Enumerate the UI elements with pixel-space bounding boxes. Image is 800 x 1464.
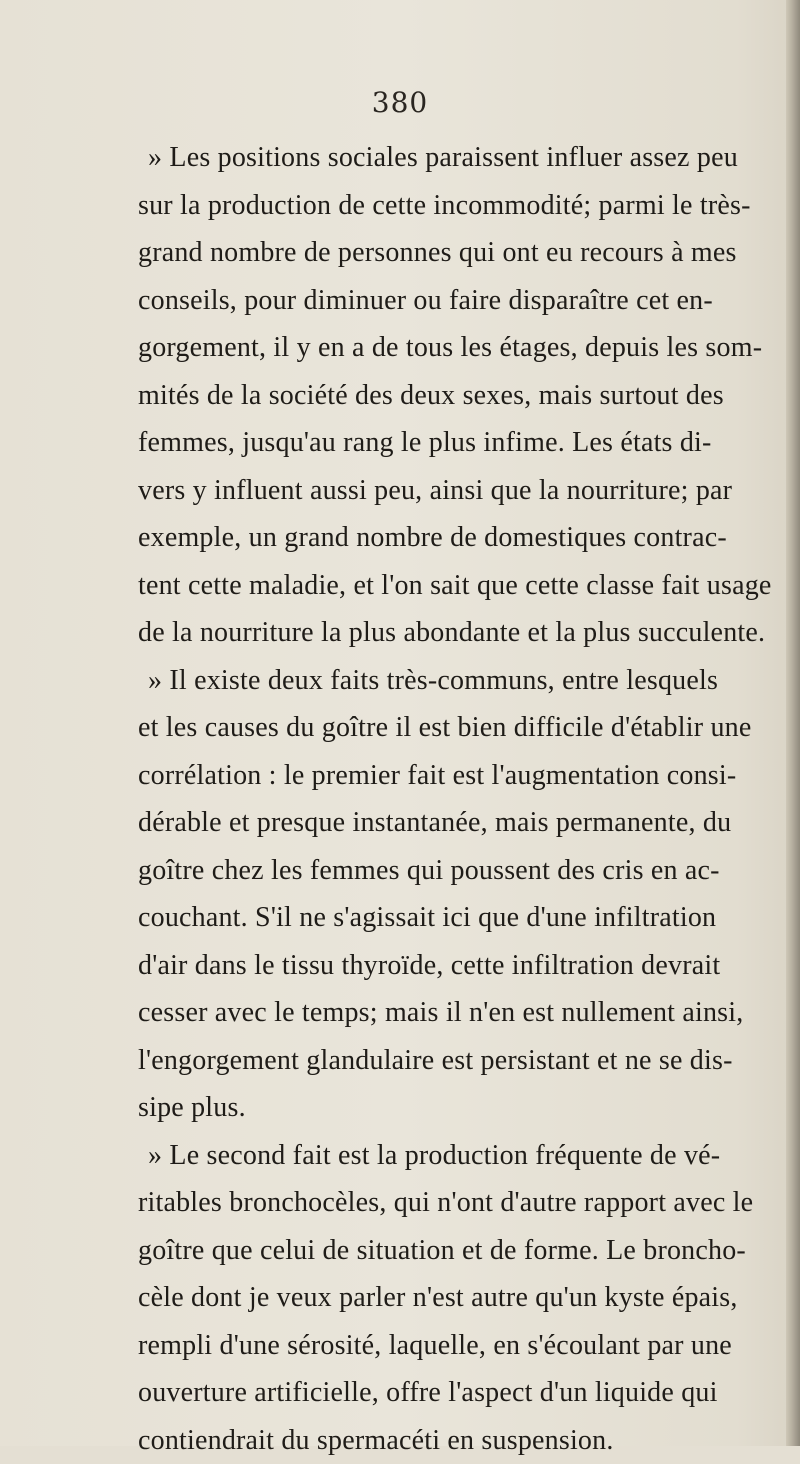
text-line: corrélation : le premier fait est l'augmentation consi- [138, 752, 778, 800]
text-line: » Il existe deux faits très-communs, entre lesquels [138, 657, 778, 705]
text-line: grand nombre de personnes qui ont eu recours à mes [138, 229, 778, 277]
text-line: vers y influent aussi peu, ainsi que la nourriture; par [138, 467, 778, 515]
text-line: et les causes du goître il est bien difficile d'établir une [138, 704, 778, 752]
text-line: femmes, jusqu'au rang le plus infime. Les états di- [138, 419, 778, 467]
text-line: ritables bronchocèles, qui n'ont d'autre rapport avec le [138, 1179, 778, 1227]
page-edge [786, 0, 800, 1446]
text-line: de la nourriture la plus abondante et la plus succulente. [138, 609, 778, 657]
text-line: tent cette maladie, et l'on sait que cette classe fait usage [138, 562, 778, 610]
text-line: ouverture artificielle, offre l'aspect d'un liquide qui [138, 1369, 778, 1417]
text-line: dérable et presque instantanée, mais permanente, du [138, 799, 778, 847]
text-line: couchant. S'il ne s'agissait ici que d'une infiltration [138, 894, 778, 942]
text-line: gorgement, il y en a de tous les étages, depuis les som- [138, 324, 778, 372]
body-text [138, 134, 778, 1464]
text-line: » Le second fait est la production fréquente de vé- [138, 1132, 778, 1180]
text-line: cesser avec le temps; mais il n'en est nullement ainsi, [138, 989, 778, 1037]
text-line: exemple, un grand nombre de domestiques contrac- [138, 514, 778, 562]
text-line: rempli d'une sérosité, laquelle, en s'écoulant par une [138, 1322, 778, 1370]
text-line: goître que celui de situation et de forme. Le broncho- [138, 1227, 778, 1275]
text-line: d'air dans le tissu thyroïde, cette infiltration devrait [138, 942, 778, 990]
text-line: cèle dont je veux parler n'est autre qu'un kyste épais, [138, 1274, 778, 1322]
text-line: » Les positions sociales paraissent influer assez peu [138, 134, 778, 182]
text-line: sur la production de cette incommodité; parmi le très- [138, 182, 778, 230]
text-line: mités de la société des deux sexes, mais surtout des [138, 372, 778, 420]
text-line: sipe plus. [138, 1084, 778, 1132]
text-line: contiendrait du spermacéti en suspension. [138, 1417, 778, 1464]
page-number: 380 [0, 86, 800, 119]
text-line: goître chez les femmes qui poussent des cris en ac- [138, 847, 778, 895]
text-line: l'engorgement glandulaire est persistant et ne se dis- [138, 1037, 778, 1085]
text-line: conseils, pour diminuer ou faire disparaître cet en- [138, 277, 778, 325]
